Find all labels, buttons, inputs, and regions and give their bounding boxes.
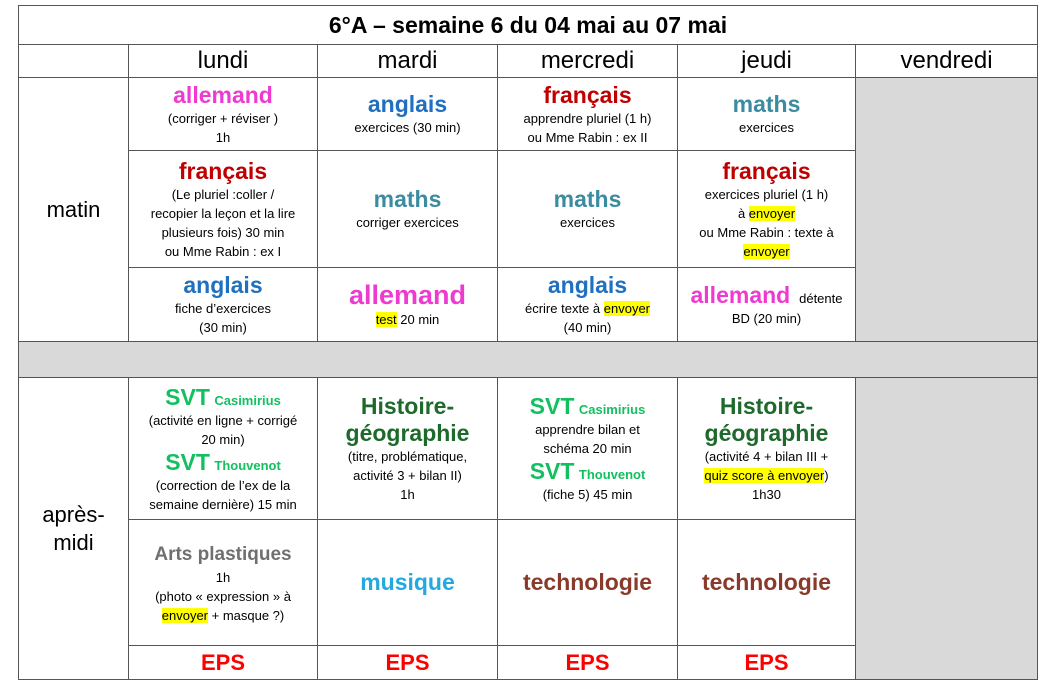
cell-mercredi-afternoon-2 <box>498 520 678 646</box>
cell-mercredi-afternoon-1 <box>498 378 678 520</box>
svt-heading <box>129 449 317 476</box>
subject-histoire-geo: Histoire- <box>360 393 455 419</box>
task-line: semaine dernière) 15 min <box>149 496 297 512</box>
task-line: apprendre bilan et <box>535 422 640 437</box>
task-line: apprendre pluriel (1 h) <box>523 110 652 126</box>
teacher-name: Casimirius <box>578 402 646 417</box>
timetable-title: 6°A – semaine 6 du 04 mai au 07 mai <box>19 6 1038 45</box>
subject-allemand: allemand <box>348 280 467 310</box>
cell-lundi-afternoon-1 <box>129 378 318 520</box>
day-header-vendredi: vendredi <box>856 45 1038 78</box>
period-label-line: midi <box>53 529 94 555</box>
svt-heading <box>129 384 317 411</box>
subject-allemand: allemand <box>173 81 273 108</box>
cell-mardi-morning-2 <box>318 151 498 268</box>
day-header-row <box>19 45 1038 78</box>
cell-mardi-afternoon-1 <box>318 378 498 520</box>
task-line: 1h <box>215 129 231 145</box>
task-line: ou Mme Rabin : ex I <box>164 243 282 259</box>
task-line: 1h30 <box>752 487 781 502</box>
subject-svt: SVT <box>165 448 210 475</box>
task-text: + masque ?) <box>208 607 285 623</box>
allemand-line <box>678 282 855 309</box>
svt-heading <box>498 458 677 485</box>
subject-anglais: anglais <box>183 272 263 298</box>
subject-svt: SVT <box>529 458 575 484</box>
task-line <box>318 310 497 329</box>
task-text: 20 min <box>396 312 440 327</box>
cell-mercredi-eps <box>498 646 678 680</box>
highlight-envoyer: envoyer <box>743 243 790 259</box>
cell-lundi-morning-1 <box>129 78 318 151</box>
highlight-envoyer: envoyer <box>161 607 208 623</box>
corner-cell <box>19 45 129 78</box>
subject-musique: musique <box>360 569 455 595</box>
cell-mercredi-morning-3 <box>498 268 678 342</box>
teacher-name: Thouvenot <box>214 457 281 473</box>
task-line: BD (20 min) <box>731 310 802 326</box>
subject-histoire-geo: Histoire- <box>719 393 814 419</box>
task-line: (activité 4 + bilan III + <box>704 449 829 464</box>
subject-maths: maths <box>732 91 801 117</box>
subject-eps: EPS <box>744 650 789 675</box>
cell-mercredi-morning-1 <box>498 78 678 151</box>
task-line: (40 min) <box>563 320 612 335</box>
cell-vendredi-afternoon-empty <box>856 378 1038 680</box>
task-line <box>678 204 855 223</box>
day-header-mercredi: mercredi <box>498 45 678 78</box>
task-line: ou Mme Rabin : ex II <box>527 129 648 145</box>
cell-mardi-eps <box>318 646 498 680</box>
morning-row-1 <box>19 78 1038 151</box>
task-line: 1h <box>215 569 231 585</box>
subject-eps: EPS <box>200 650 246 675</box>
task-text: écrire texte à <box>524 301 604 316</box>
period-label-morning: matin <box>19 78 129 342</box>
task-line: exercices <box>560 215 615 230</box>
cell-jeudi-afternoon-2 <box>678 520 856 646</box>
day-header-lundi: lundi <box>129 45 318 78</box>
cell-mardi-morning-1 <box>318 78 498 151</box>
highlight-envoyer: envoyer <box>748 205 796 221</box>
subject-eps: EPS <box>565 650 610 675</box>
subject-svt: SVT <box>165 383 210 410</box>
highlight-test: test <box>375 312 397 327</box>
task-line: plusieurs fois) 30 min <box>161 224 285 240</box>
subject-maths: maths <box>373 186 442 212</box>
subject-anglais: anglais <box>367 91 448 117</box>
cell-mardi-afternoon-2 <box>318 520 498 646</box>
subject-technologie: technologie <box>522 569 653 595</box>
lunch-break-separator <box>19 342 1038 378</box>
lunch-break-row <box>19 342 1038 378</box>
subject-histoire-geo: géographie <box>345 420 470 446</box>
task-line: exercices <box>739 120 794 135</box>
subject-svt: SVT <box>529 393 575 419</box>
cell-lundi-morning-2 <box>129 151 318 268</box>
task-line: ou Mme Rabin : texte à <box>699 224 834 240</box>
task-line: corriger exercices <box>356 215 459 230</box>
cell-jeudi-morning-3 <box>678 268 856 342</box>
cell-mercredi-morning-2 <box>498 151 678 268</box>
teacher-name: Casimirius <box>214 392 281 408</box>
task-line: (fiche 5) 45 min <box>542 487 633 502</box>
weekly-timetable <box>18 5 1038 680</box>
task-line: (activité en ligne + corrigé <box>148 412 298 428</box>
task-line: fiche d’exercices <box>174 301 272 316</box>
day-header-jeudi: jeudi <box>678 45 856 78</box>
subject-francais: français <box>543 81 632 108</box>
highlight-envoyer: envoyer <box>603 301 650 316</box>
subject-arts-plastiques: Arts plastiques <box>154 543 292 565</box>
subject-maths: maths <box>553 186 622 212</box>
task-line: 1h <box>400 487 415 502</box>
day-header-mardi: mardi <box>318 45 498 78</box>
task-line: activité 3 + bilan II) <box>353 468 462 483</box>
period-label-afternoon <box>19 378 129 680</box>
subject-francais: français <box>178 157 268 184</box>
subject-histoire-geo: géographie <box>704 420 829 446</box>
cell-lundi-eps <box>129 646 318 680</box>
task-line <box>678 242 855 261</box>
title-row <box>19 6 1038 45</box>
task-line: recopier la leçon et la lire <box>150 205 296 221</box>
task-line: exercices (30 min) <box>354 120 461 135</box>
subject-allemand: allemand <box>690 281 791 308</box>
cell-lundi-morning-3 <box>129 268 318 342</box>
subject-eps: EPS <box>385 650 430 675</box>
cell-jeudi-morning-2 <box>678 151 856 268</box>
task-line <box>129 606 317 625</box>
subject-anglais: anglais <box>547 272 628 298</box>
task-line: (titre, problématique, <box>347 449 468 464</box>
task-line: exercices pluriel (1 h) <box>704 186 829 202</box>
task-line: 20 min) <box>201 431 245 447</box>
task-text: ) <box>824 468 829 483</box>
teacher-name: Thouvenot <box>578 467 646 482</box>
cell-mardi-morning-3 <box>318 268 498 342</box>
task-line <box>498 299 677 318</box>
task-line: (corriger + réviser ) <box>167 110 279 126</box>
task-line: (photo « expression » à <box>155 588 291 604</box>
subject-technologie: technologie <box>701 569 832 595</box>
task-line: (Le pluriel :coller / <box>171 186 275 202</box>
svt-heading <box>498 393 677 420</box>
task-line: (30 min) <box>199 320 247 335</box>
task-line: schéma 20 min <box>543 441 632 456</box>
highlight-quiz: quiz score à envoyer <box>704 468 825 483</box>
subject-francais: français <box>722 157 811 184</box>
cell-vendredi-morning-empty <box>856 78 1038 342</box>
cell-lundi-afternoon-2 <box>129 520 318 646</box>
period-label-line: après- <box>42 501 105 527</box>
task-line <box>678 466 855 485</box>
cell-jeudi-eps <box>678 646 856 680</box>
afternoon-row-1 <box>19 378 1038 520</box>
task-text: à <box>737 205 749 221</box>
task-line: (correction de l’ex de la <box>155 477 291 493</box>
cell-jeudi-morning-1 <box>678 78 856 151</box>
cell-jeudi-afternoon-1 <box>678 378 856 520</box>
task-text: détente <box>799 290 843 306</box>
